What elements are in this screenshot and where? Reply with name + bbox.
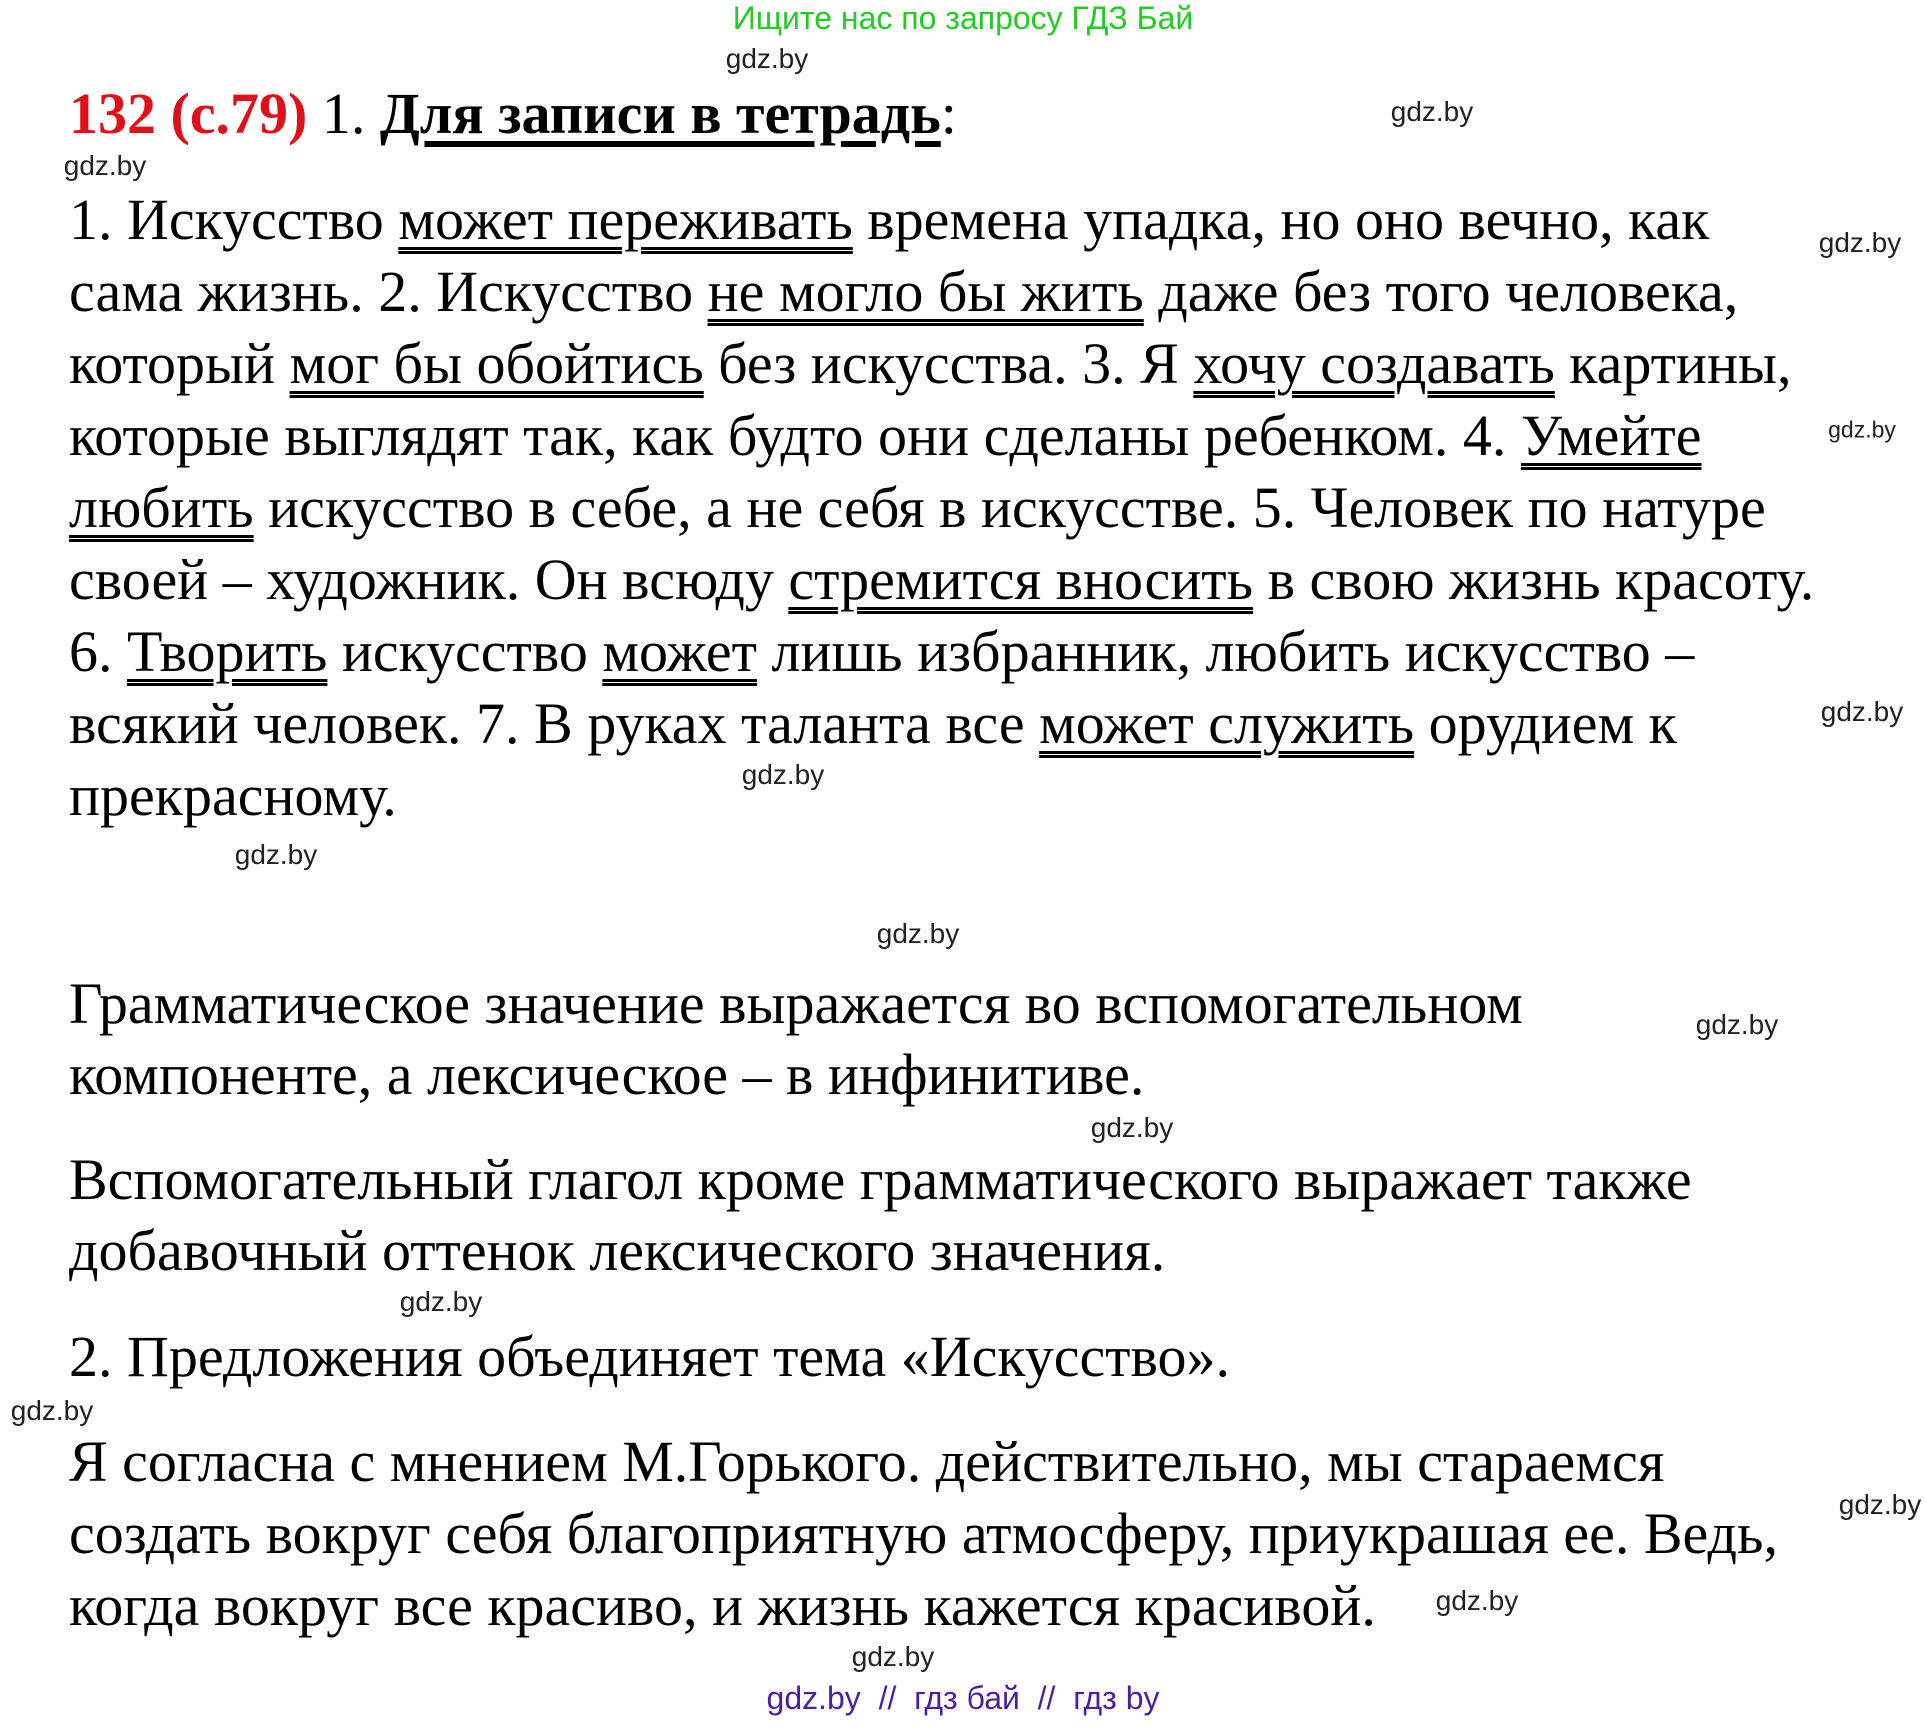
- predicate-underlined: может: [602, 619, 758, 684]
- text-segment: картины,: [1554, 331, 1792, 396]
- text-line: [69, 1321, 1230, 1393]
- predicate-underlined: может переживать: [398, 187, 853, 252]
- watermark: gdz.by: [1838, 1489, 1922, 1520]
- text-segment: искусство в себе, а не себя в искусстве. 5. Человек по натуре: [253, 475, 1766, 540]
- watermark: gdz.by: [1828, 416, 1896, 443]
- text-line: [69, 328, 1791, 400]
- predicate-underlined: не могло бы жить: [707, 259, 1144, 324]
- text-line: [69, 1144, 1692, 1216]
- text-line: [69, 616, 1694, 688]
- text-line: [69, 400, 1701, 472]
- predicate-underlined: Умейте: [1520, 403, 1702, 468]
- text-segment: 1. Искусство: [69, 187, 399, 252]
- text-segment: орудием к: [1414, 691, 1677, 756]
- text-segment: прекрасному.: [69, 763, 397, 828]
- watermark: gdz.by: [1435, 1585, 1519, 1616]
- text-line: [69, 472, 1766, 544]
- text-segment: 2. Предложения объединяет тема «Искусство».: [69, 1324, 1231, 1389]
- text-segment: компоненте, а лексическое – в инфинитиве.: [69, 1042, 1145, 1107]
- task-title: Для записи в тетрадь: [379, 81, 941, 146]
- text-segment: лишь избранник, любить искусство –: [757, 619, 1695, 684]
- text-segment: когда вокруг все красиво, и жизнь кажется красивой.: [69, 1573, 1376, 1638]
- text-line: [69, 688, 1677, 760]
- watermark: gdz.by: [1820, 696, 1904, 727]
- watermark: gdz.by: [1090, 1112, 1174, 1143]
- watermark: gdz.by: [399, 1286, 483, 1317]
- text-line: [69, 968, 1523, 1040]
- text-line: [69, 544, 1814, 616]
- text-segment: в свою жизнь красоту.: [1253, 547, 1815, 612]
- text-segment: времена упадка, но оно вечно, как: [852, 187, 1710, 252]
- watermark: gdz.by: [725, 43, 809, 74]
- text-segment: создать вокруг себя благоприятную атмосферу, приукрашая ее. Ведь,: [69, 1501, 1778, 1566]
- watermark: gdz.by: [1695, 1009, 1779, 1040]
- text-segment: Грамматическое значение выражается во вспомогательном: [69, 971, 1523, 1036]
- text-segment: сама жизнь. 2. Искусство: [69, 259, 708, 324]
- text-segment: добавочный оттенок лексического значения.: [69, 1218, 1166, 1283]
- text-line: [69, 1570, 1376, 1642]
- text-segment: который: [69, 331, 290, 396]
- predicate-underlined: мог бы обойтись: [289, 331, 704, 396]
- watermark: gdz.by: [851, 1641, 935, 1672]
- text-segment: Вспомогательный глагол кроме грамматического выражает также: [69, 1147, 1692, 1212]
- task-heading: [69, 78, 957, 150]
- text-segment: всякий человек. 7. В руках таланта все: [69, 691, 1040, 756]
- predicate-underlined: любить: [69, 475, 254, 540]
- text-segment: без искусства. 3. Я: [703, 331, 1194, 396]
- text-line: [69, 1215, 1165, 1287]
- text-segment: даже без того человека,: [1143, 259, 1739, 324]
- watermark: gdz.by: [234, 839, 318, 870]
- text-line: [69, 184, 1709, 256]
- text-segment: своей – художник. Он всюду: [69, 547, 789, 612]
- predicate-underlined: Творить: [127, 619, 328, 684]
- watermark: gdz.by: [1818, 227, 1902, 258]
- watermark: gdz.by: [10, 1395, 94, 1426]
- text-line: [69, 760, 397, 832]
- search-banner: Ищите нас по запросу ГДЗ Бай: [732, 0, 1194, 36]
- task-colon: :: [940, 81, 957, 146]
- text-segment: Я согласна с мнением М.Горького. действительно, мы стараемся: [69, 1429, 1665, 1494]
- text-segment: которые выглядят так, как будто они сделаны ребенком. 4.: [69, 403, 1521, 468]
- text-line: [69, 1426, 1664, 1498]
- task-item: 1.: [307, 81, 380, 146]
- watermark: gdz.by: [741, 759, 825, 790]
- predicate-underlined: стремится вносить: [788, 547, 1254, 612]
- footer-links[interactable]: gdz.by // гдз бай // гдз by: [766, 1680, 1160, 1716]
- text-segment: искусство: [327, 619, 603, 684]
- text-line: [69, 256, 1738, 328]
- predicate-underlined: хочу создавать: [1193, 331, 1555, 396]
- watermark: gdz.by: [63, 150, 147, 181]
- task-number: 132 (с.79): [69, 81, 308, 146]
- text-line: [69, 1039, 1144, 1111]
- predicate-underlined: может служить: [1039, 691, 1415, 756]
- text-line: [69, 1498, 1778, 1570]
- watermark: gdz.by: [876, 918, 960, 949]
- watermark: gdz.by: [1390, 96, 1474, 127]
- text-segment: 6.: [69, 619, 127, 684]
